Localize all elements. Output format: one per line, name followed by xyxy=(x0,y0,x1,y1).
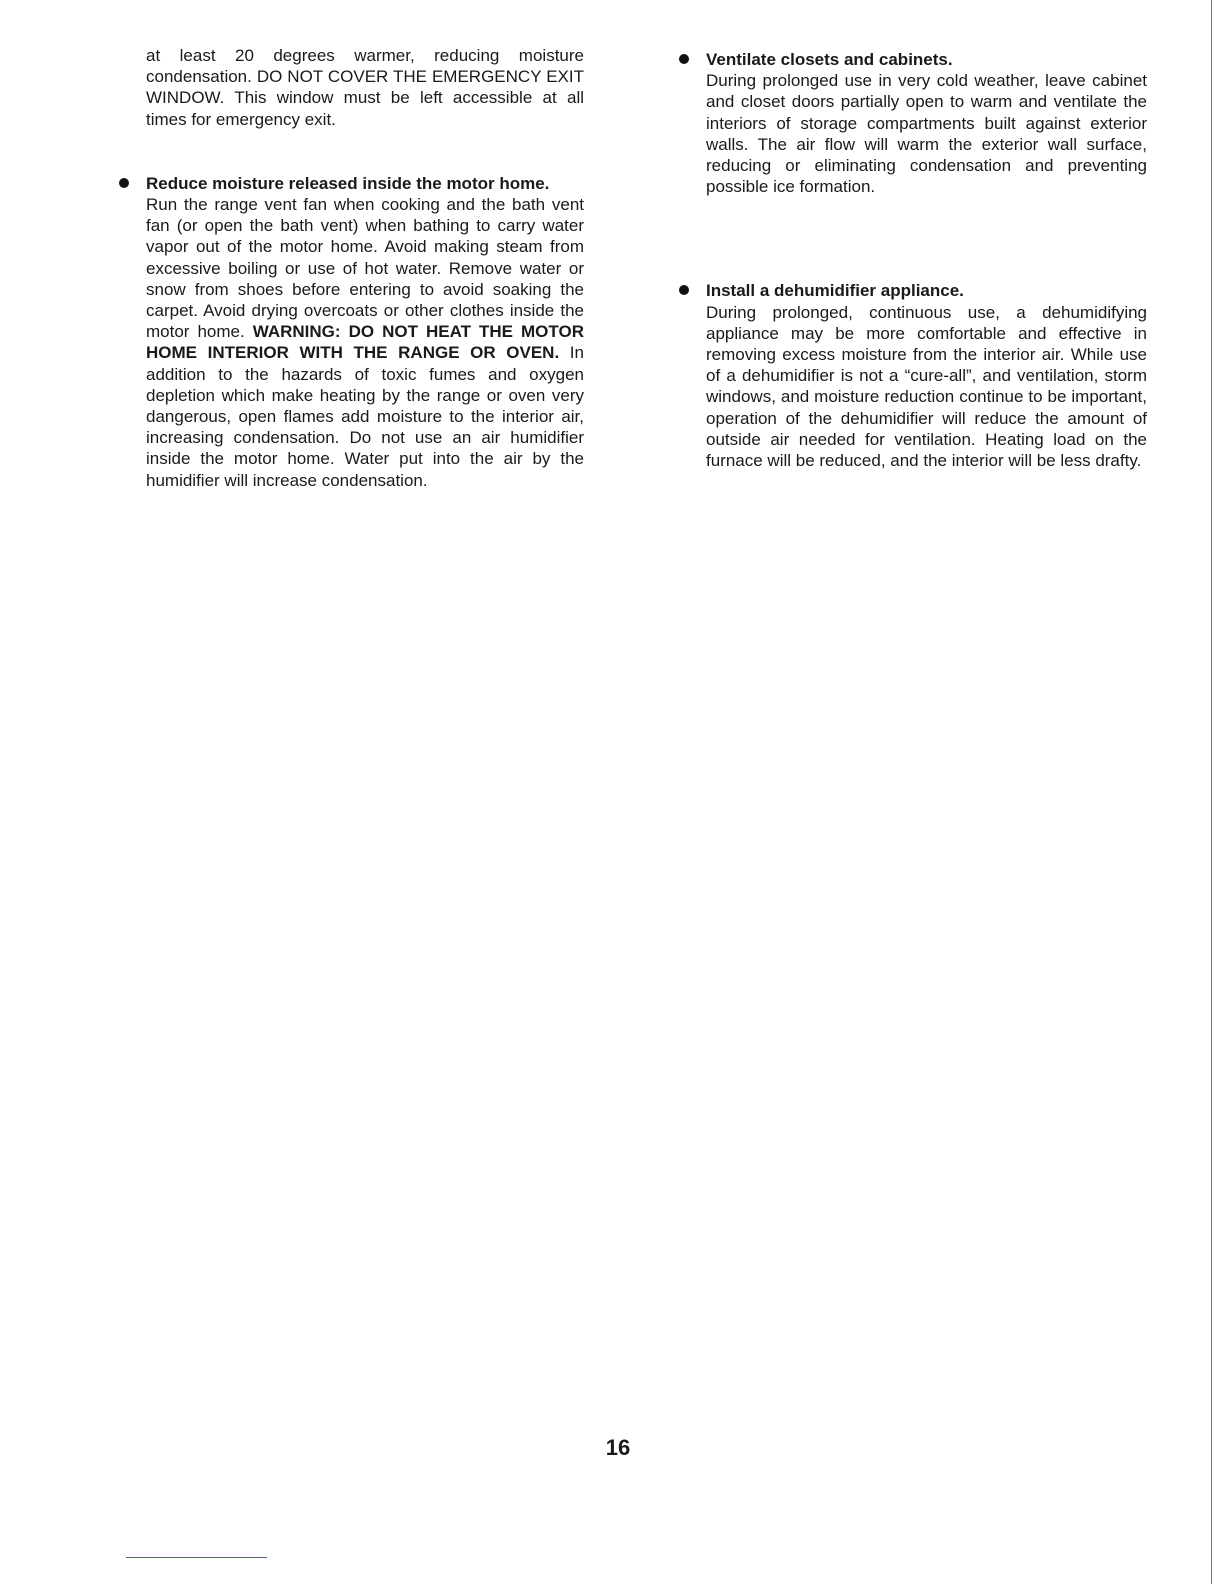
warning-text: WARNING: DO NOT HEAT THE MOTOR HOME INTERIOR WITH THE RANGE OR OVEN. xyxy=(146,322,584,363)
bullet-icon xyxy=(679,54,689,64)
paragraph-install-dehumidifier xyxy=(706,280,1147,471)
bullet-icon xyxy=(679,285,689,295)
list-item-ventilate-closets xyxy=(706,49,1147,197)
item-body: During prolonged use in very cold weather, leave cabinet and closet doors partially open to warm and ventilate the interiors of storage compartments built against exterior walls. The air flow will warm the exterior wall surface, reducing or eliminating condensation and preventing possible ice formation. xyxy=(706,71,1147,197)
left-column xyxy=(146,45,584,491)
paragraph-ventilate-closets xyxy=(706,49,1147,197)
intro-paragraph: at least 20 degrees warmer, reducing moisture condensation. DO NOT COVER THE EMERGENCY EXIT WINDOW. This window must be left accessible at all times for emergency exit. xyxy=(146,46,584,129)
paragraph-reduce-moisture xyxy=(146,173,584,491)
item-heading: Ventilate closets and cabinets. xyxy=(706,50,953,69)
bullet-icon xyxy=(119,178,129,188)
item-body: Run the range vent fan when cooking and the bath vent fan (or open the bath vent) when bathing to carry water vapor out of the motor home. Avoid making steam from excessive boiling or use of hot water. Remove water or snow from shoes before entering to avoid soaking the carpet. Avoid drying overcoats or other clothes inside the motor home. xyxy=(146,195,584,342)
item-heading: Install a dehumidifier appliance. xyxy=(706,281,964,301)
item-body-continued: In addition to the hazards of toxic fumes and oxygen depletion which make heating by the range or oven very dangerous, open flames add moisture to the interior air, increasing condensation. Do not use an air humidifier inside the motor home. Water put into the air by the humidifier will increase condensation. xyxy=(146,343,584,490)
list-item-install-dehumidifier xyxy=(706,280,1147,471)
right-column xyxy=(706,49,1147,471)
list-item-reduce-moisture xyxy=(146,173,584,491)
page-number: 16 xyxy=(605,1435,631,1460)
item-body: During prolonged, continuous use, a dehumidifying appliance may be more comfortable and effective in removing excess moisture from the interior air. While use of a dehumidifier is not a “cure-all”, and ventilation, storm windows, and moisture reduction continue to be important, operation of the dehumidifier will reduce the amount of outside air needed for ventilation. Heating load on the furnace will be reduced, and the interior will be less drafty. xyxy=(706,302,1147,471)
scan-edge-line xyxy=(1211,0,1212,1584)
item-heading: Reduce moisture released inside the motor home. xyxy=(146,173,550,193)
bottom-rule xyxy=(126,1557,267,1558)
